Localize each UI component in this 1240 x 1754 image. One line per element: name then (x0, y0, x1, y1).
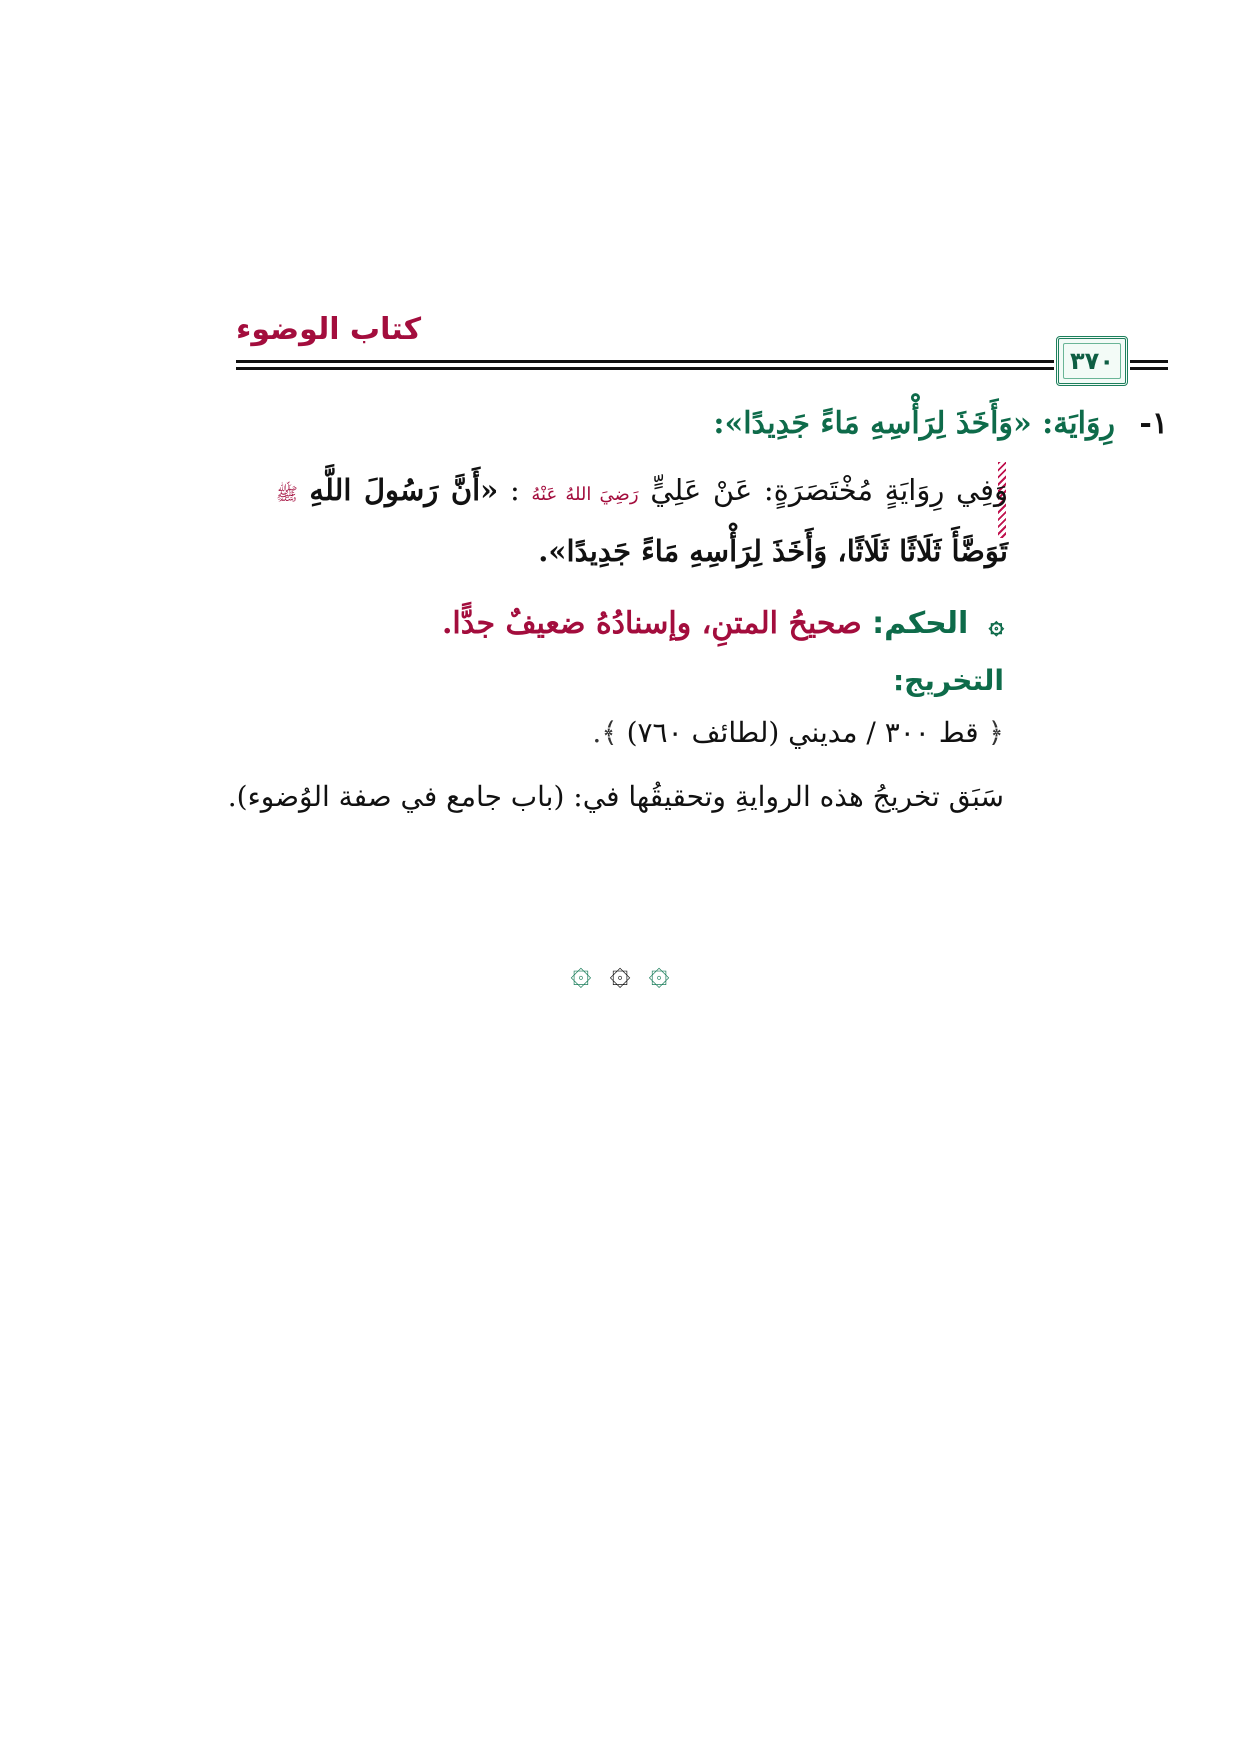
page-number-badge (1056, 336, 1128, 386)
reference-close-bracket: ﴾. (592, 716, 618, 749)
honorific-ali: رَضِيَ اللهُ عَنْهُ (531, 484, 639, 505)
divider-ornament-icon: ۞ (570, 952, 592, 993)
ornament-icon: ۞ (988, 610, 1004, 640)
book-title: كتاب الوضوء (236, 312, 422, 347)
reference-open-bracket: ﴿ (987, 716, 1004, 749)
honorific-prophet: ﷺ (276, 484, 298, 505)
divider-ornament-icon: ۞ (609, 952, 631, 993)
takhrij-reference (304, 716, 1004, 749)
paragraph-colon: : (509, 473, 520, 507)
paragraph-intro: وَفِي رِوَايَةٍ مُخْتَصَرَةٍ: عَنْ عَلِيٍّ (650, 473, 1009, 507)
header-rule-right (1130, 360, 1168, 370)
reference-text: قط ٣٠٠ / مديني (لطائف ٧٦٠) (626, 716, 979, 749)
takhrij-heading: التخريج: (892, 664, 1004, 697)
header-rule (236, 360, 1054, 370)
ruling-line (244, 606, 1004, 641)
takhrij-note: سَبَق تخريجُ هذه الروايةِ وتحقيقُها في: (باب جامع في صفة الوُضوء). (227, 780, 1004, 813)
hadith-part-1: «أَنَّ رَسُولَ اللَّهِ (309, 473, 499, 507)
hadith-part-2: تَوَضَّأَ ثَلَاثًا ثَلَاثًا، وَأَخَذَ لِرَأْسِهِ مَاءً جَدِيدًا». (538, 534, 1008, 568)
ruling-label: الحكم: (872, 606, 969, 641)
section-number: ١- (1139, 406, 1168, 441)
main-paragraph (276, 462, 1008, 579)
section-divider (520, 948, 720, 998)
divider-ornament-icon: ۞ (648, 952, 670, 993)
ruling-value: صحيحُ المتنِ، وإسنادُهُ ضعيفٌ جدًّا. (441, 606, 862, 641)
section-heading (268, 406, 1168, 441)
page-number: ٣٧٠ (1070, 347, 1114, 375)
section-heading-text: رِوَايَة: «وَأَخَذَ لِرَأْسِهِ مَاءً جَدِيدًا»: (713, 406, 1115, 441)
